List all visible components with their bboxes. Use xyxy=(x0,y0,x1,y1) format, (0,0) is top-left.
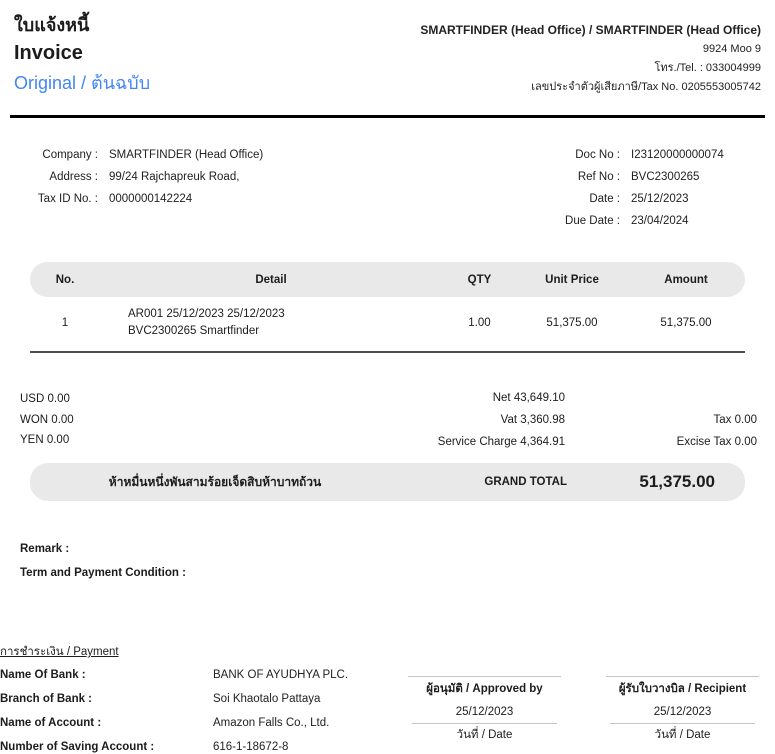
service-charge-total: Service Charge 4,364.91 xyxy=(437,436,565,448)
bank-branch-row xyxy=(0,687,348,711)
recipient-title: ผู้รับใบวางบิล / Recipient xyxy=(618,683,747,695)
remark-label: Remark : xyxy=(20,543,70,555)
due-date-label: Due Date : xyxy=(565,215,620,227)
seller-address: 9924 Moo 9 xyxy=(702,43,761,55)
col-header-detail: Detail xyxy=(255,273,287,286)
item-detail-line2: BVC2300265 Smartfinder xyxy=(128,325,260,337)
col-header-unit-price: Unit Price xyxy=(545,273,599,286)
customer-taxid-row xyxy=(20,188,263,210)
doc-info-block xyxy=(550,144,763,232)
company-value: SMARTFINDER (Head Office) xyxy=(109,149,264,161)
seller-info-block xyxy=(420,12,761,98)
recipient-signature xyxy=(606,676,759,743)
term-payment-condition-label: Term and Payment Condition : xyxy=(20,567,186,579)
item-amount: 51,375.00 xyxy=(660,317,712,329)
customer-address-row xyxy=(20,166,263,188)
totals-section xyxy=(0,387,775,453)
seller-name: SMARTFINDER (Head Office) / SMARTFINDER (Head Office) xyxy=(420,23,761,37)
address-value: 99/24 Rajchapreuk Road, xyxy=(109,171,240,183)
net-total: Net 43,649.10 xyxy=(492,392,565,404)
grand-total-bar xyxy=(30,463,745,501)
col-header-qty: QTY xyxy=(467,273,492,286)
invoice-title-en: Invoice xyxy=(14,42,83,64)
info-section xyxy=(0,118,775,232)
col-header-no: No. xyxy=(55,273,75,286)
document-titles xyxy=(14,12,150,98)
bank-name-label: Name Of Bank : xyxy=(0,669,86,681)
date-row xyxy=(550,188,763,210)
due-date-row xyxy=(550,210,763,232)
copy-type-label: Original / ต้นฉบับ xyxy=(14,73,151,93)
approved-by-date-label: วันที่ / Date xyxy=(456,729,513,741)
grand-total-label: GRAND TOTAL xyxy=(484,476,567,488)
item-detail xyxy=(100,306,442,340)
customer-company-row xyxy=(20,144,263,166)
ref-no-row xyxy=(550,166,763,188)
taxid-label: Tax ID No. : xyxy=(37,193,98,205)
account-name-label: Name of Account : xyxy=(0,717,102,729)
doc-no-value: I23120000000074 xyxy=(631,149,724,161)
tax-total: Tax 0.00 xyxy=(713,414,757,426)
recipient-date-label: วันที่ / Date xyxy=(654,729,711,741)
doc-no-label: Doc No : xyxy=(575,149,620,161)
won-total: WON 0.00 xyxy=(20,413,74,426)
tax-totals xyxy=(677,409,757,453)
taxid-value: 0000000142224 xyxy=(109,193,193,205)
notes-section xyxy=(20,537,775,585)
currency-totals xyxy=(20,389,74,451)
account-name-value: Amazon Falls Co., Ltd. xyxy=(213,717,330,729)
bank-name-value: BANK OF AYUDHYA PLC. xyxy=(213,669,349,681)
signatures-section xyxy=(408,676,759,743)
account-number-row xyxy=(0,735,348,754)
account-number-value: 616-1-18672-8 xyxy=(213,741,289,753)
item-qty: 1.00 xyxy=(468,317,491,329)
bank-branch-value: Soi Khaotalo Pattaya xyxy=(213,693,321,705)
approved-by-title: ผู้อนุมัติ / Approved by xyxy=(426,683,543,695)
account-name-row xyxy=(0,711,348,735)
items-table-header xyxy=(30,262,745,297)
yen-total: YEN 0.00 xyxy=(20,434,70,446)
approved-by-signature xyxy=(408,676,561,743)
customer-info-block xyxy=(20,144,263,232)
summary-totals xyxy=(438,387,565,453)
bank-name-row xyxy=(0,663,348,687)
payment-section xyxy=(0,641,348,754)
doc-no-row xyxy=(550,144,763,166)
grand-total-amount: 51,375.00 xyxy=(639,472,715,491)
ref-no-label: Ref No : xyxy=(577,171,620,183)
bank-branch-label: Branch of Bank : xyxy=(0,693,93,705)
item-detail-line1: AR001 25/12/2023 25/12/2023 xyxy=(128,308,285,320)
address-label: Address : xyxy=(49,171,98,183)
date-label: Date : xyxy=(589,193,620,205)
date-value: 25/12/2023 xyxy=(631,193,689,205)
usd-total: USD 0.00 xyxy=(20,393,70,405)
seller-tax-no: เลขประจำตัวผู้เสียภาษี/Tax No. 0205553005742 xyxy=(531,81,761,93)
recipient-date: 25/12/2023 xyxy=(653,706,712,718)
payment-title: การชำระเงิน / Payment xyxy=(0,646,119,658)
items-table xyxy=(30,262,745,353)
invoice-title-thai: ใบแจ้งหนี้ xyxy=(14,15,90,35)
item-no: 1 xyxy=(61,317,69,329)
vat-total: Vat 3,360.98 xyxy=(500,414,565,426)
approved-by-date: 25/12/2023 xyxy=(455,706,514,718)
due-date-value: 23/04/2024 xyxy=(631,215,689,227)
header xyxy=(0,0,775,98)
table-row xyxy=(30,297,745,353)
item-unit-price: 51,375.00 xyxy=(546,317,598,329)
account-number-label: Number of Saving Account : xyxy=(0,741,155,753)
col-header-amount: Amount xyxy=(664,273,708,286)
seller-tel: โทร./Tel. : 033004999 xyxy=(654,62,761,74)
amount-in-words-thai: ห้าหมื่นหนึ่งพันสามร้อยเจ็ดสิบห้าบาทถ้วน xyxy=(108,474,322,489)
excise-tax-total: Excise Tax 0.00 xyxy=(676,436,757,448)
ref-no-value: BVC2300265 xyxy=(631,171,700,183)
company-label: Company : xyxy=(42,149,98,161)
